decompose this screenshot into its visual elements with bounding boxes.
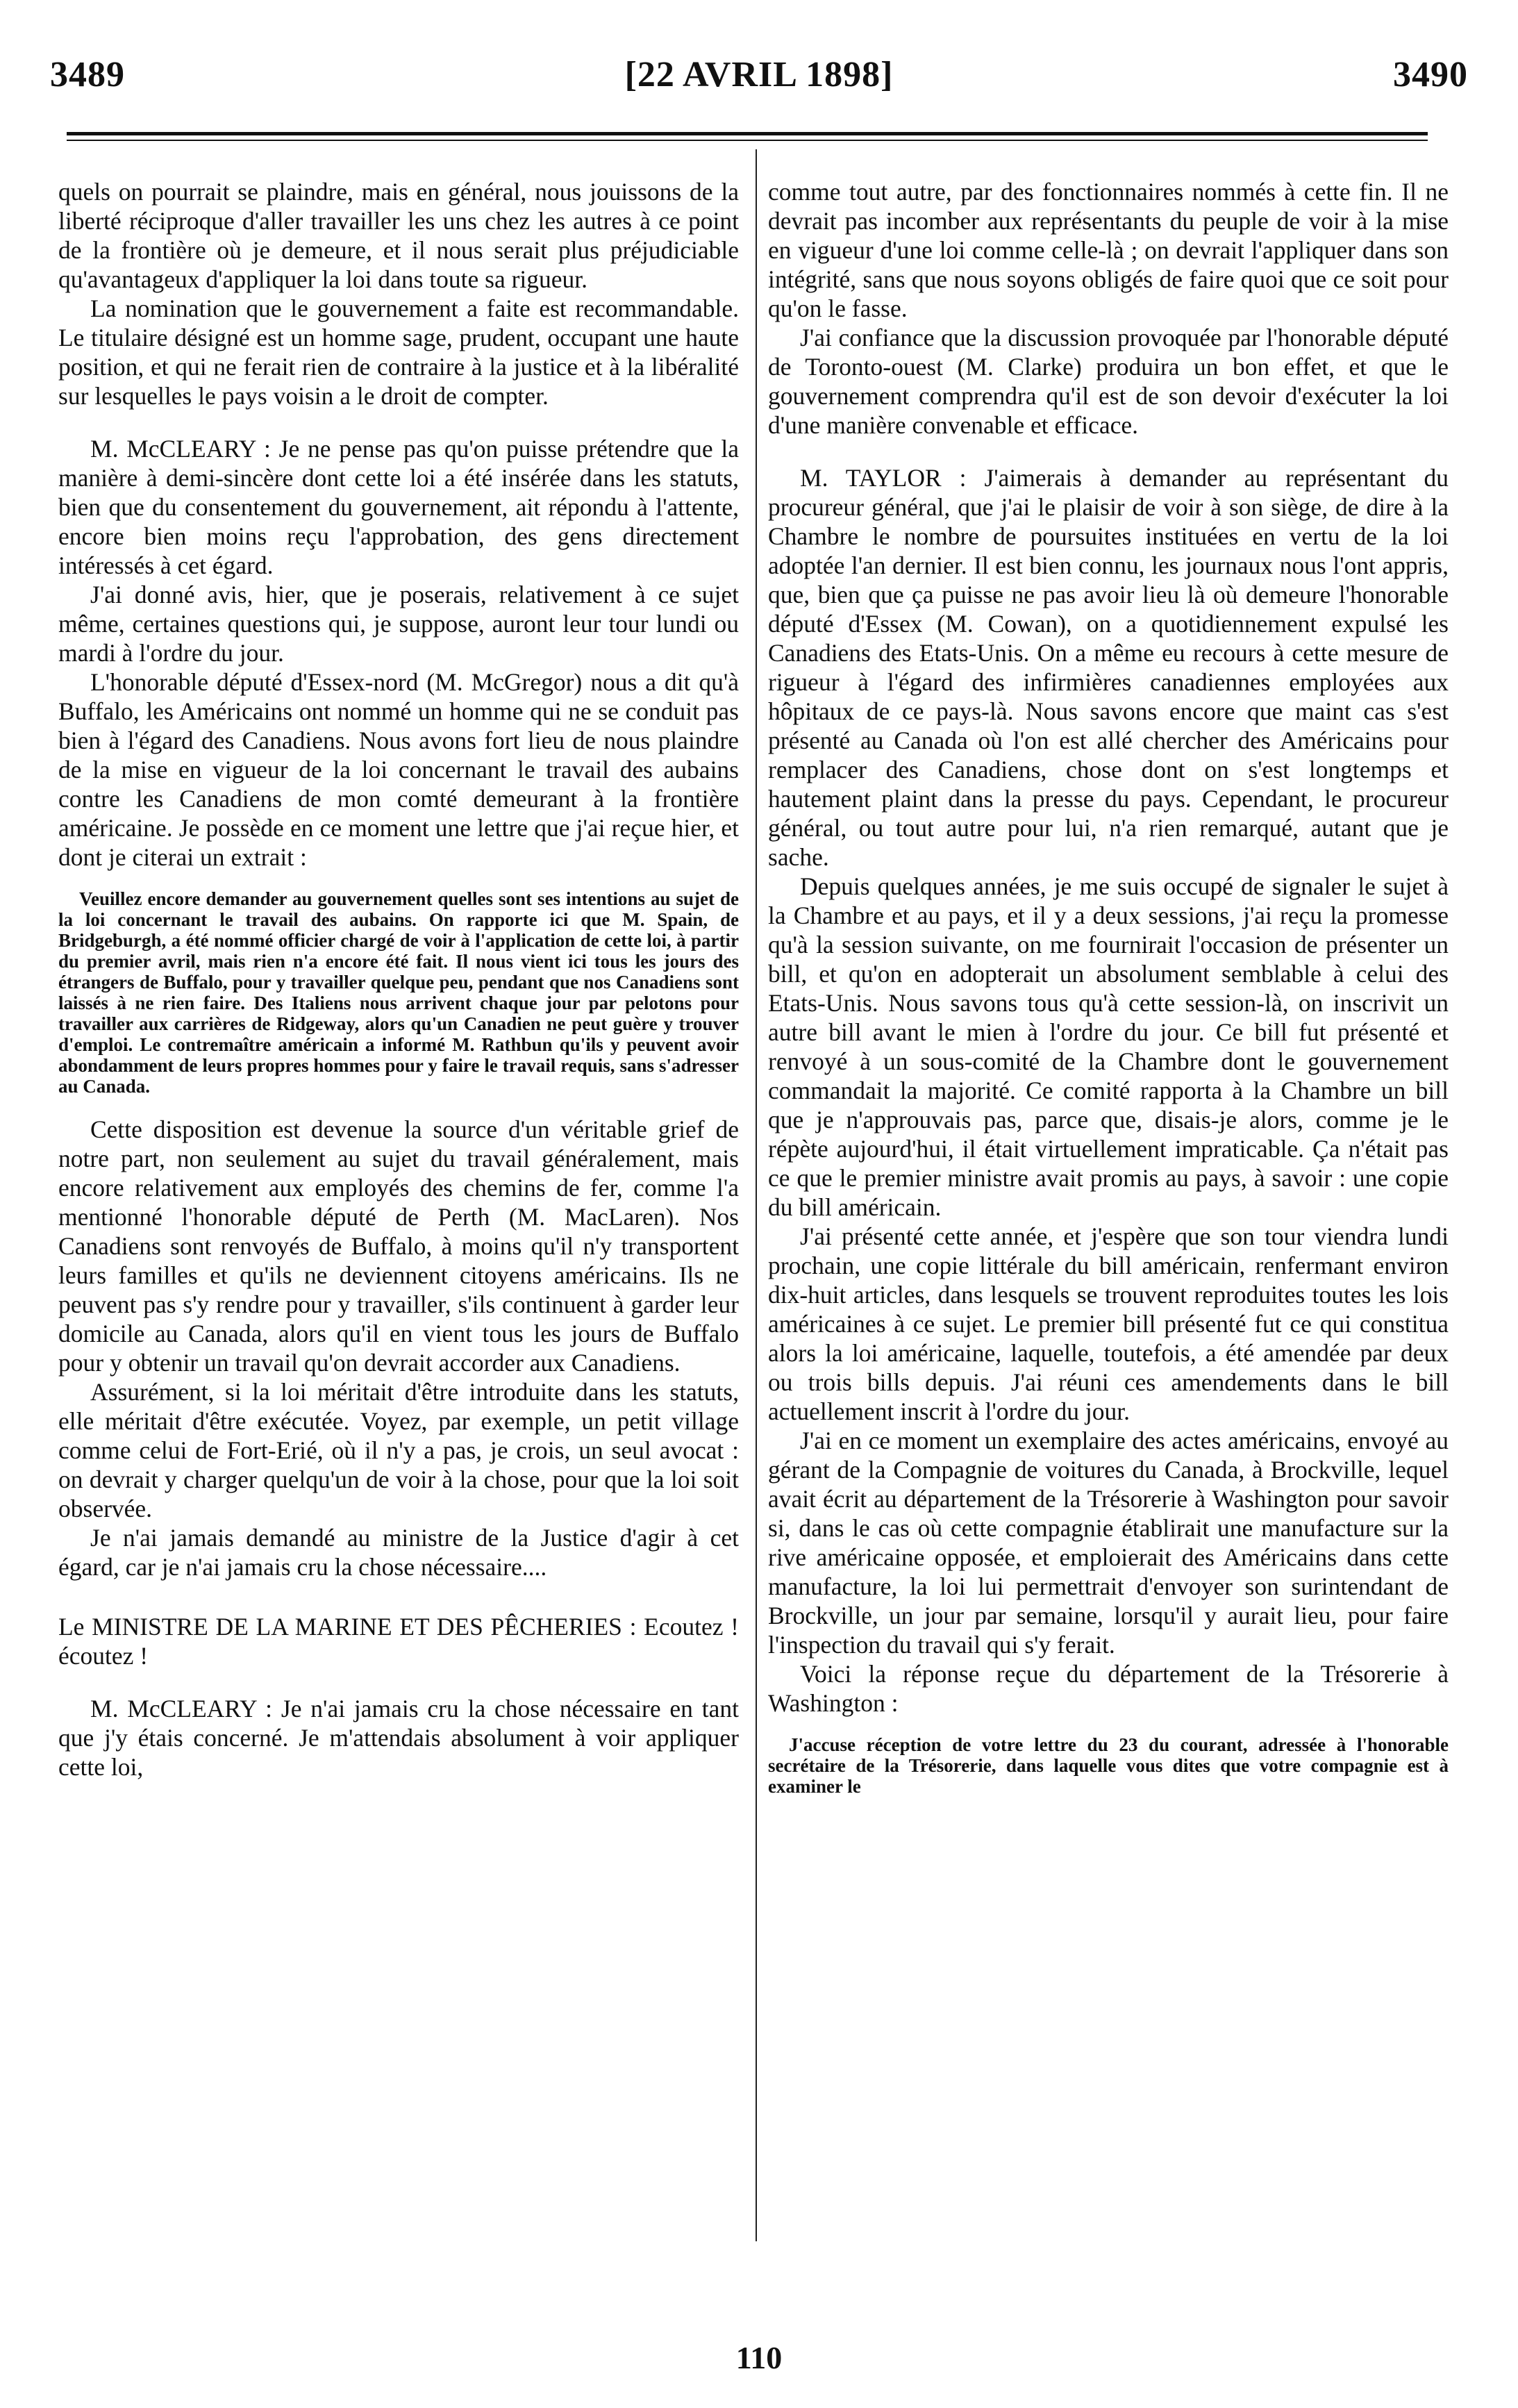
paragraph: quels on pourrait se plaindre, mais en général, nous jouissons de la liberté réciproque d'aller travailler les uns chez les autres à ce point de la frontière où je demeure, et il nous serait plus préjudiciable qu'avantageux d'appliquer la loi dans toute sa rigueur. bbox=[58, 178, 739, 293]
paragraph: L'honorable député d'Essex-nord (M. McGregor) nous a dit qu'à Buffalo, les Américains ont nommé un homme qui ne se conduit pas bien à l'égard des Canadiens. Nous avons fort lieu de nous plaindre de la mise en vigueur de la loi concernant le travail des aubains contre les Canadiens de mon comté demeurant à la frontière américaine. Je possède en ce moment une lettre que j'ai reçue hier, et dont je citerai un extrait : bbox=[58, 668, 739, 871]
speaker-paragraph: M. McCLEARY : Je n'ai jamais cru la chose nécessaire en tant que j'y étais concerné. Je m'attendais absolument à voir appliquer cette loi, bbox=[58, 1695, 739, 1781]
paragraph: La nomination que le gouvernement a faite est recommandable. Le titulaire désigné est un homme sage, prudent, occupant une haute position, et qui ne ferait rien de contraire à la justice et à la libéralité sur lesquelles le pays voisin a le droit de compter. bbox=[58, 294, 739, 410]
speaker-paragraph: M. McCLEARY : Je ne pense pas qu'on puisse prétendre que la manière à demi-sincère dont cette loi a été insérée dans les statuts, bien que du consentement du gouvernement, ait répondu à l'attente, encore bien moins reçu l'approbation, des gens directement intéressés à cet égard. bbox=[58, 435, 739, 579]
page-number-right: 3490 bbox=[1393, 55, 1468, 94]
quoted-letter: J'accuse réception de votre lettre du 23 du courant, adressée à l'honorable secrétaire de la Trésorerie, dans laquelle vous dites que votre compagnie est à examiner le bbox=[768, 1734, 1449, 1797]
speaker-paragraph: M. TAYLOR : J'aimerais à demander au représentant du procureur général, que j'ai le plaisir de voir à son siège, de dire à la Chambre le nombre de poursuites instituées en vertu de la loi adoptée l'an dernier. Il est bien connu, les journaux nous l'ont appris, que, bien que ça puisse ne pas avoir lieu là où demeure l'honorable député d'Essex (M. Cowan), on a quotidiennement expulsé les Canadiens des Etats-Unis. On a même eu recours à cette mesure de rigueur à l'égard des infirmières canadiennes employées aux hôpitaux de ce pays-là. Nous savons encore que maint cas s'est présenté au Canada où l'on est allé chercher des Américains pour remplacer des Canadiens, chose dont on s'est longtemps et hautement plaint dans la presse du pays. Cependant, le procureur général, ou tout autre pour lui, n'a rien remarqué, autant que je sache. bbox=[768, 464, 1449, 871]
paragraph: J'ai présenté cette année, et j'espère que son tour viendra lundi prochain, une copie littérale du bill américain, renfermant environ dix-huit articles, dans lesquels se trouvent reproduites toutes les lois américaines à ce sujet. Le premier bill présenté fut ce qui constitua alors la loi américaine, laquelle, toutefois, a été amendée par deux ou trois bills depuis. J'ai réuni ces amendements dans le bill actuellement inscrit à l'ordre du jour. bbox=[768, 1222, 1449, 1425]
header-date: [22 AVRIL 1898] bbox=[624, 55, 894, 94]
footer-page-number: 110 bbox=[735, 2340, 783, 2375]
header-rule-thick bbox=[67, 132, 1428, 135]
quoted-letter: Veuillez encore demander au gouvernement quelles sont ses intentions au sujet de la loi concernant le travail des aubains. On rapporte ici que M. Spain, de Bridgeburgh, a été nommé officier chargé de voir à l'application de cette loi, à partir du premier avril, mais rien n'a encore été fait. Il nous vient ici tous les jours des étrangers de Buffalo, pour y travailler quelque peu, pendant que nos Canadiens sont laissés à ne rien faire. Des Italiens nous arrivent chaque jour par pelotons pour travailler aux carrières de Ridgeway, alors qu'un Canadien ne peut guère y trouver d'emploi. Le contremaître américain a informé M. Rathbun qu'ils y peuvent avoir abondamment de leurs propres hommes pour y faire le travail requis, sans s'adresser au Canada. bbox=[58, 888, 739, 1097]
paragraph: Voici la réponse reçue du département de la Trésorerie à Washington : bbox=[768, 1660, 1449, 1717]
paragraph: Assurément, si la loi méritait d'être introduite dans les statuts, elle méritait d'être exécutée. Voyez, par exemple, un petit village comme celui de Fort-Erié, où il n'y a pas, je crois, un seul avocat : on devrait y charger quelqu'un de voir à la chose, pour que la loi soit observée. bbox=[58, 1378, 739, 1522]
paragraph: J'ai en ce moment un exemplaire des actes américains, envoyé au gérant de la Compagnie de voitures du Canada, à Brockville, lequel avait écrit au département de la Trésorerie à Washington pour savoir si, dans le cas où cette compagnie établirait une manufacture sur la rive américaine opposée, et emploierait des Américains dans cette manufacture, la loi lui permettrait d'envoyer son surintendant de Brockville, un jour par semaine, lorsqu'il y aurait lieu, pour faire l'inspection du travail qui s'y ferait. bbox=[768, 1427, 1449, 1659]
column-divider bbox=[756, 149, 757, 2241]
paragraph: comme tout autre, par des fonctionnaires nommés à cette fin. Il ne devrait pas incomber aux représentants du peuple de voir à la mise en vigueur d'une loi comme celle-là ; on devrait l'appliquer dans son intégrité, sans que nous soyons obligés de faire quoi que ce soit pour qu'on le fasse. bbox=[768, 178, 1449, 322]
page-number-left: 3489 bbox=[50, 55, 125, 94]
right-column bbox=[768, 177, 1449, 1815]
header-rule-thin bbox=[67, 140, 1428, 141]
left-column bbox=[58, 177, 739, 1782]
paragraph: J'ai confiance que la discussion provoquée par l'honorable député de Toronto-ouest (M. Clarke) produira un bon effet, et que le gouvernement comprendra qu'il est de son devoir d'exécuter la loi d'une manière convenable et efficace. bbox=[768, 324, 1449, 439]
paragraph: Depuis quelques années, je me suis occupé de signaler le sujet à la Chambre et au pays, et il y a deux sessions, j'ai reçu la promesse qu'à la session suivante, on me fournirait l'occasion de présenter un bill, et qu'on en adopterait un absolument semblable à celui des Etats-Unis. Nous savons tous qu'à cette session-là, on inscrivit un autre bill avant le mien à l'ordre du jour. Ce bill fut présenté et renvoyé à un sous-comité de la Chambre dont le gouvernement commandait la majorité. Ce comité rapporta à la Chambre un bill que je n'approuvais pas, parce que, disais-je alors, comme je le répète aujourd'hui, il était virtuellement impraticable. Ça n'était pas ce que le premier ministre avait promis au pays, à savoir : une copie du bill américain. bbox=[768, 872, 1449, 1221]
paragraph: Cette disposition est devenue la source d'un véritable grief de notre part, non seulement au sujet du travail généralement, mais encore relativement aux employés des chemins de fer, comme l'a mentionné l'honorable député de Perth (M. MacLaren). Nos Canadiens sont renvoyés de Buffalo, à moins qu'il n'y transportent leurs familles et qu'ils ne deviennent citoyens américains. Ils ne peuvent pas s'y rendre pour y travailler, s'ils continuent à garder leur domicile au Canada, alors qu'il en vient tous les jours de Buffalo pour y obtenir un travail qu'on devrait accorder aux Canadiens. bbox=[58, 1115, 739, 1377]
paragraph: Je n'ai jamais demandé au ministre de la Justice d'agir à cet égard, car je n'ai jamais cru la chose nécessaire.... bbox=[58, 1524, 739, 1581]
minister-interjection: Le MINISTRE DE LA MARINE ET DES PÊCHERIES : Ecoutez ! écoutez ! bbox=[58, 1613, 739, 1670]
page-header bbox=[50, 54, 1468, 103]
paragraph: J'ai donné avis, hier, que je poserais, relativement à ce sujet même, certaines questions qui, je suppose, auront leur tour lundi ou mardi à l'ordre du jour. bbox=[58, 581, 739, 667]
